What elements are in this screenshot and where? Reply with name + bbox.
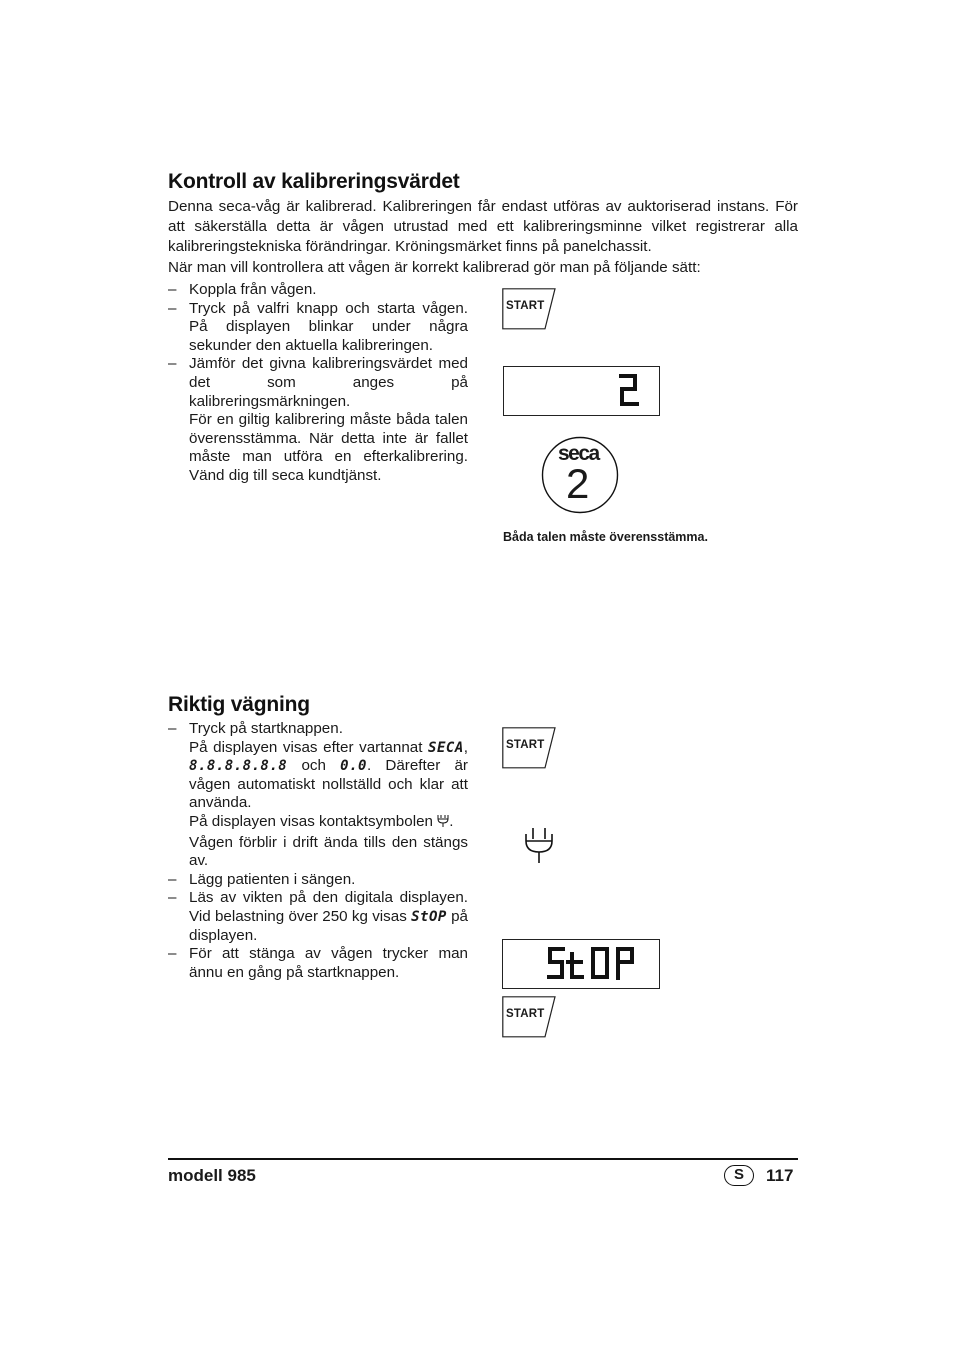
seal-number: 2 — [566, 460, 590, 507]
instruction-paragraph: När man vill kontrollera att vågen är korrekt kalibrerad gör man på följande sätt: — [168, 259, 701, 276]
list-item: – Läs av vikten på den digitala displayen. Vid belastning över 250 kg visas StOP på displayen. — [168, 889, 468, 944]
list-item: – Lägg patienten i sängen. — [168, 870, 356, 888]
start-button[interactable] — [502, 996, 562, 1038]
list-item: – Koppla från vågen. — [168, 281, 317, 298]
calibration-steps — [168, 281, 468, 486]
calibration-display — [503, 366, 660, 416]
footer-divider — [168, 1158, 798, 1160]
seal-caption: Båda talen måste överensstämma. — [503, 530, 708, 544]
plug-icon — [524, 826, 554, 864]
calibration-seal — [541, 436, 619, 514]
start-button[interactable] — [502, 288, 562, 330]
section-heading-weighing: Riktig vägning — [168, 693, 310, 716]
start-button[interactable] — [502, 727, 562, 769]
model-name: modell 985 — [168, 1166, 256, 1185]
start-button-label: START — [506, 1008, 545, 1020]
list-item: – Tryck på valfri knapp och starta vågen. På displayen blinkar under några sekunder den aktuella kalibreringen. — [168, 299, 468, 354]
weighing-steps — [168, 720, 468, 982]
start-button-label: START — [506, 300, 545, 312]
list-item: – Tryck på startknappen. På displayen visas efter vartannat SECA, 8.8.8.8.8.8 och 0.0. Därefter är vågen automatiskt nollställd och klar att använda. På displayen visas kontaktsymbolen . Vågen förblir i drift ända tills den stängs av. — [168, 720, 468, 870]
list-item: – För att stänga av vågen trycker man ännu en gång på startknappen. — [168, 945, 468, 981]
weight-display — [502, 939, 660, 989]
plug-icon — [437, 814, 449, 834]
section-heading-calibration: Kontroll av kalibreringsvärdet — [168, 170, 460, 193]
list-item: – Jämför det givna kalibreringsvärdet med det som anges på kalibreringsmärkningen. För en giltig kalibrering måste båda talen överensstämma. När detta inte är fallet måste man utföra en efterkalibrering. Vänd dig till seca kundtjänst. — [168, 355, 468, 484]
seven-segment-2 — [504, 367, 659, 415]
segment-text-stop: StOP — [411, 908, 447, 925]
intro-paragraph: Denna seca-våg är kalibrerad. Kalibreringen får endast utföras av auktoriserad instans. För att säkerställa detta är vågen utrustad med ett kalibreringsminne vilket registrerar alla kalibreringstekniska förändringar. Kröningsmärket finns på panelchassit. — [168, 198, 798, 255]
start-button-label: START — [506, 739, 545, 751]
segment-text-zero: 0.0 — [340, 758, 367, 775]
segment-text-seca: SECA — [428, 739, 464, 756]
seal-brand: seca — [558, 442, 599, 465]
page-number: 117 — [766, 1166, 794, 1185]
language-badge: S — [724, 1165, 754, 1186]
segment-text-test: 8.8.8.8.8.8 — [189, 758, 288, 775]
seven-segment-stop — [503, 940, 659, 988]
